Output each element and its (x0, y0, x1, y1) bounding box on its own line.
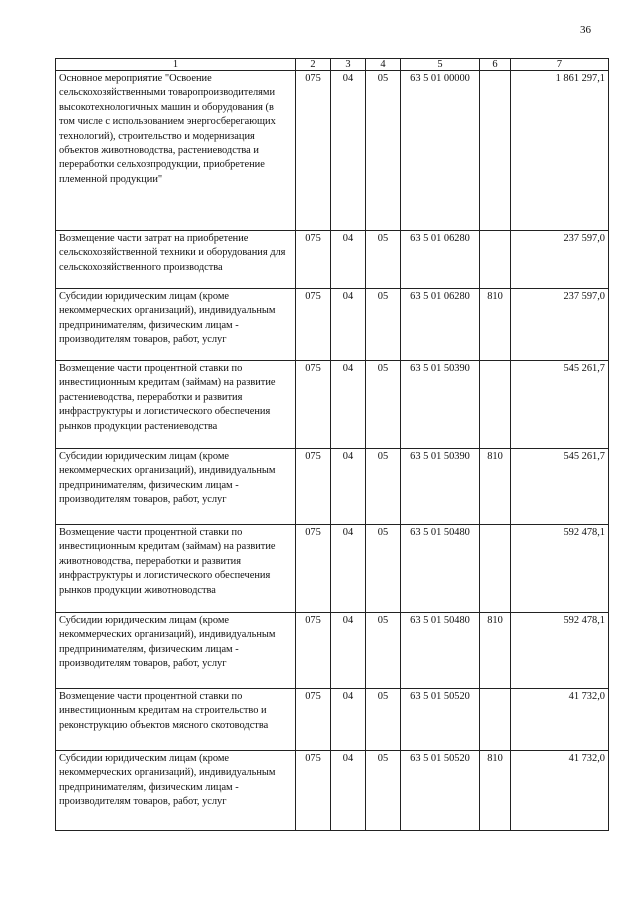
row-ministry-code: 075 (296, 231, 331, 289)
header-col-1: 1 (56, 59, 296, 71)
row-section: 04 (331, 751, 366, 831)
row-target-article: 63 5 01 50480 (401, 613, 480, 689)
row-subsection: 05 (366, 751, 401, 831)
header-col-4: 4 (366, 59, 401, 71)
row-name: Основное мероприятие "Освоение сельскохозяйственными товаропроизводителями высокотехнологичных машин и оборудования (в том числе с использованием энергосберегающих технологий), строительство и модернизация объектов животноводства, растениеводства и переработки сельхозпродукции, приобретение племенной продукции" (56, 71, 296, 231)
row-section: 04 (331, 449, 366, 525)
row-target-article: 63 5 01 50520 (401, 689, 480, 751)
row-section: 04 (331, 689, 366, 751)
table-row (56, 71, 609, 231)
row-expense-type (480, 689, 511, 751)
row-ministry-code: 075 (296, 689, 331, 751)
row-amount: 592 478,1 (511, 613, 609, 689)
table-row (56, 751, 609, 831)
row-ministry-code: 075 (296, 525, 331, 613)
table-row (56, 449, 609, 525)
row-amount: 41 732,0 (511, 751, 609, 831)
row-expense-type (480, 231, 511, 289)
row-subsection: 05 (366, 361, 401, 449)
page-number: 36 (580, 24, 591, 36)
header-col-7: 7 (511, 59, 609, 71)
row-name: Возмещение части процентной ставки по инвестиционным кредитам (займам) на развитие животноводства, переработки и развития инфраструктуры и логистического обеспечения рынков продукции животноводства (56, 525, 296, 613)
row-section: 04 (331, 231, 366, 289)
header-row (56, 59, 609, 71)
row-subsection: 05 (366, 449, 401, 525)
row-section: 04 (331, 525, 366, 613)
row-subsection: 05 (366, 289, 401, 361)
row-expense-type: 810 (480, 289, 511, 361)
row-ministry-code: 075 (296, 71, 331, 231)
row-expense-type: 810 (480, 613, 511, 689)
row-target-article: 63 5 01 50480 (401, 525, 480, 613)
row-subsection: 05 (366, 525, 401, 613)
row-ministry-code: 075 (296, 613, 331, 689)
row-subsection: 05 (366, 613, 401, 689)
row-name: Возмещение части затрат на приобретение сельскохозяйственной техники и оборудования для сельскохозяйственного производства (56, 231, 296, 289)
table-row (56, 613, 609, 689)
table-row (56, 231, 609, 289)
table-row (56, 689, 609, 751)
row-section: 04 (331, 361, 366, 449)
row-amount: 237 597,0 (511, 289, 609, 361)
row-target-article: 63 5 01 06280 (401, 289, 480, 361)
header-col-3: 3 (331, 59, 366, 71)
row-expense-type (480, 361, 511, 449)
row-section: 04 (331, 71, 366, 231)
row-ministry-code: 075 (296, 289, 331, 361)
row-ministry-code: 075 (296, 449, 331, 525)
row-amount: 545 261,7 (511, 361, 609, 449)
row-target-article: 63 5 01 06280 (401, 231, 480, 289)
row-expense-type (480, 71, 511, 231)
row-section: 04 (331, 289, 366, 361)
row-subsection: 05 (366, 71, 401, 231)
row-expense-type (480, 525, 511, 613)
row-subsection: 05 (366, 231, 401, 289)
row-name: Возмещение части процентной ставки по инвестиционным кредитам (займам) на развитие растениеводства, переработки и развития инфраструктуры и логистического обеспечения рынков продукции растениеводства (56, 361, 296, 449)
row-target-article: 63 5 01 50390 (401, 361, 480, 449)
header-col-2: 2 (296, 59, 331, 71)
row-amount: 545 261,7 (511, 449, 609, 525)
row-ministry-code: 075 (296, 361, 331, 449)
row-name: Возмещение части процентной ставки по инвестиционным кредитам на строительство и реконструкцию объектов мясного скотоводства (56, 689, 296, 751)
row-name: Субсидии юридическим лицам (кроме некоммерческих организаций), индивидуальным предпринимателям, физическим лицам - производителям товаров, работ, услуг (56, 751, 296, 831)
row-name: Субсидии юридическим лицам (кроме некоммерческих организаций), индивидуальным предпринимателям, физическим лицам - производителям товаров, работ, услуг (56, 613, 296, 689)
row-name: Субсидии юридическим лицам (кроме некоммерческих организаций), индивидуальным предпринимателям, физическим лицам - производителям товаров, работ, услуг (56, 289, 296, 361)
header-col-5: 5 (401, 59, 480, 71)
row-amount: 592 478,1 (511, 525, 609, 613)
table-row (56, 525, 609, 613)
row-target-article: 63 5 01 50390 (401, 449, 480, 525)
row-target-article: 63 5 01 50520 (401, 751, 480, 831)
row-section: 04 (331, 613, 366, 689)
table-row (56, 289, 609, 361)
budget-table (55, 58, 609, 831)
row-expense-type: 810 (480, 751, 511, 831)
table-row (56, 361, 609, 449)
row-amount: 41 732,0 (511, 689, 609, 751)
header-col-6: 6 (480, 59, 511, 71)
row-expense-type: 810 (480, 449, 511, 525)
row-subsection: 05 (366, 689, 401, 751)
row-amount: 237 597,0 (511, 231, 609, 289)
row-amount: 1 861 297,1 (511, 71, 609, 231)
row-ministry-code: 075 (296, 751, 331, 831)
row-target-article: 63 5 01 00000 (401, 71, 480, 231)
row-name: Субсидии юридическим лицам (кроме некоммерческих организаций), индивидуальным предпринимателям, физическим лицам - производителям товаров, работ, услуг (56, 449, 296, 525)
